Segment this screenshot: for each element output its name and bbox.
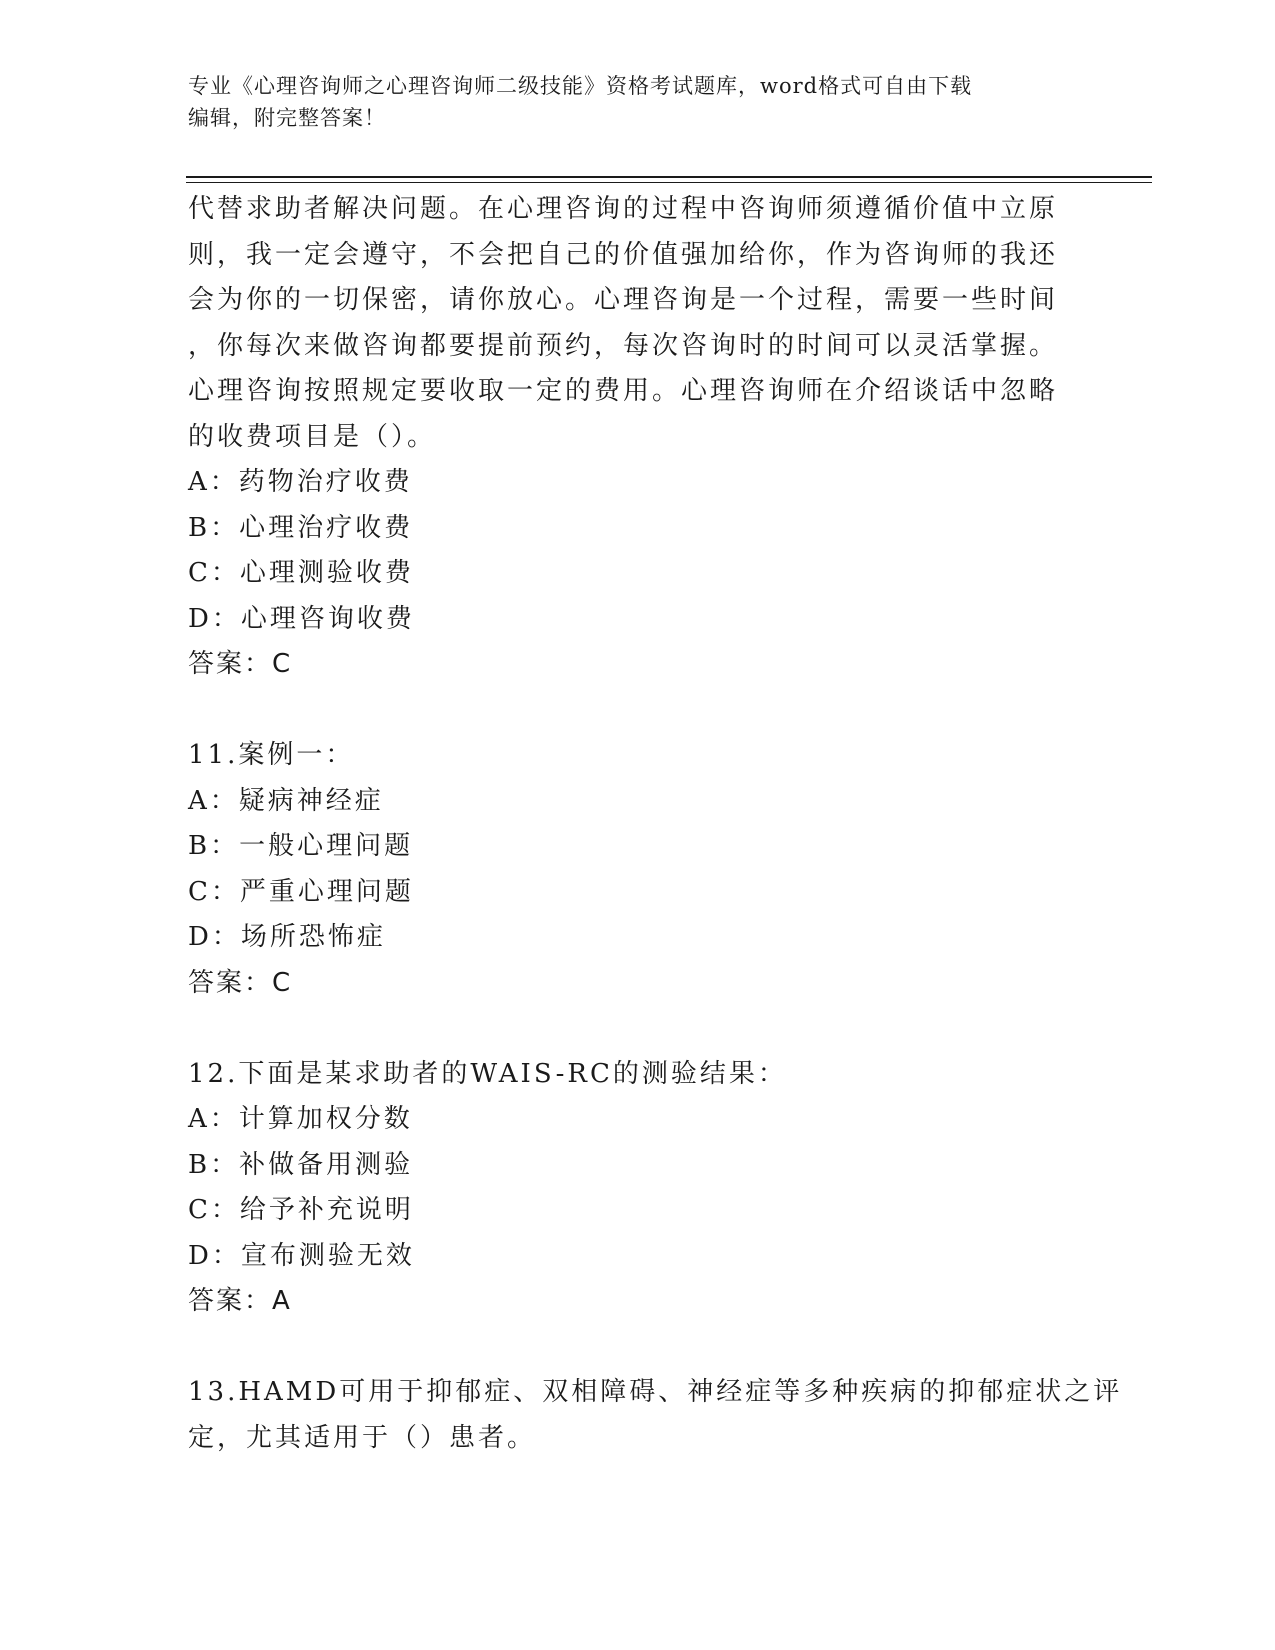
question-12-stem: 12.下面是某求助者的WAIS-RC的测验结果：: [188, 1058, 787, 1089]
question-10-line-1: 代替求助者解决问题。在心理咨询的过程中咨询师须遵循价值中立原: [188, 194, 1059, 224]
spacer: [188, 688, 1088, 734]
question-12-answer: 答案：A: [188, 1286, 292, 1316]
question-10-answer: 答案：C: [188, 649, 293, 679]
question-11-stem: 11.案例一：: [188, 740, 355, 770]
question-13-line-1: 13.HAMD可用于抑郁症、双相障碍、神经症等多种疾病的抑郁症状之评: [188, 1377, 1123, 1407]
question-13: [188, 1370, 1123, 1461]
question-10-option-c: C：心理测验收费: [188, 558, 414, 588]
spacer: [188, 1006, 1088, 1052]
question-10-option-d: D：心理咨询收费: [188, 603, 415, 634]
question-11: [188, 733, 1088, 1006]
question-10-option-b: B：心理治疗收费: [188, 512, 414, 543]
question-10-line-4: ，你每次来做咨询都要提前预约，每次咨询时的时间可以灵活掌握。: [188, 330, 1059, 361]
question-10-line-5: 心理咨询按照规定要收取一定的费用。心理咨询师在介绍谈话中忽略: [188, 376, 1059, 406]
question-11-answer: 答案：C: [188, 967, 293, 998]
question-12-option-b: B：补做备用测验: [188, 1149, 414, 1180]
question-10-line-2: 则，我一定会遵守，不会把自己的价值强加给你，作为咨询师的我还: [188, 239, 1059, 270]
question-11-option-a: A：疑病神经症: [188, 785, 384, 816]
question-12-option-d: D：宣布测验无效: [188, 1240, 415, 1271]
question-10-option-a: A：药物治疗收费: [188, 467, 413, 497]
question-10-line-3: 会为你的一切保密，请你放心。心理咨询是一个过程，需要一些时间: [188, 285, 1059, 315]
question-11-option-c: C：严重心理问题: [188, 876, 414, 907]
page-header: [188, 70, 1068, 134]
header-rule-thick: [186, 176, 1152, 178]
question-12-option-a: A：计算加权分数: [188, 1104, 413, 1134]
header-line-1: 专业《心理咨询师之心理咨询师二级技能》资格考试题库，word格式可自由下载: [188, 74, 973, 98]
question-content: [188, 187, 1123, 1461]
question-12-option-c: C：给予补充说明: [188, 1195, 414, 1225]
question-13-line-2: 定，尤其适用于（）患者。: [188, 1422, 537, 1453]
header-line-2: 编辑，附完整答案！: [188, 106, 386, 130]
question-10: [188, 187, 1088, 688]
question-12: [188, 1052, 1088, 1325]
spacer: [188, 1325, 1088, 1371]
question-10-line-6: 的收费项目是（）。: [188, 421, 437, 452]
question-11-option-d: D：场所恐怖症: [188, 922, 386, 952]
header-rule-thin: [186, 182, 1152, 183]
question-11-option-b: B：一般心理问题: [188, 831, 414, 861]
